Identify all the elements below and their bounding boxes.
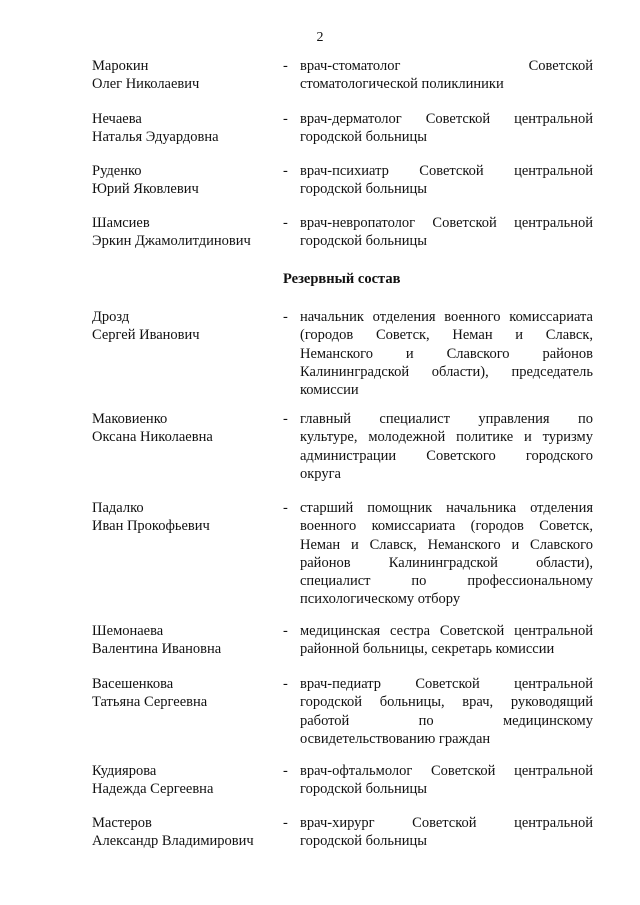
member-role-line: районной больницы, секретарь комиссии bbox=[300, 641, 555, 658]
member-role-line: Неманского и Славского районов bbox=[300, 345, 593, 362]
member-role-line: военного комиссариата (городов Советск, bbox=[300, 518, 593, 535]
member-role bbox=[300, 499, 593, 609]
member-role-line: врач-невропатолог Советской центральной bbox=[300, 215, 593, 231]
entry-dash: - bbox=[283, 215, 288, 231]
member-name-line: Шамсиев bbox=[92, 215, 150, 231]
member-name-line: Шемонаева bbox=[92, 623, 164, 639]
member-role bbox=[300, 814, 593, 851]
member-name bbox=[92, 410, 277, 447]
member-name-line: Васешенкова bbox=[92, 676, 174, 692]
member-name-line: Валентина Ивановна bbox=[92, 641, 222, 658]
member-role-line: старший помощник начальника отделения bbox=[300, 500, 593, 516]
member-name bbox=[92, 675, 277, 712]
member-role-line: врач-педиатр Советской центральной bbox=[300, 676, 593, 692]
member-role-line: администрации Советского городского bbox=[300, 447, 593, 464]
member-name-line: Сергей Иванович bbox=[92, 327, 200, 344]
member-role-line: медицинская сестра Советской центральной bbox=[300, 623, 593, 639]
entry-dash: - bbox=[283, 163, 288, 179]
member-name-line: Маковиенко bbox=[92, 411, 168, 427]
entry-dash: - bbox=[283, 111, 288, 127]
member-role-line: городской больницы bbox=[300, 129, 427, 146]
entry-dash: - bbox=[283, 676, 288, 692]
member-role bbox=[300, 162, 593, 199]
member-name-line: Мастеров bbox=[92, 815, 152, 831]
member-name bbox=[92, 57, 277, 94]
member-role-line: Неман и Славск, Неманского и Славского bbox=[300, 536, 593, 553]
member-name bbox=[92, 308, 277, 345]
member-name-line: Руденко bbox=[92, 163, 142, 179]
member-role-line: врач-психиатр Советской центральной bbox=[300, 163, 593, 179]
member-role-line: культуре, молодежной политике и туризму bbox=[300, 429, 593, 446]
entry-dash: - bbox=[283, 58, 288, 74]
member-role-line: (городов Советск, Неман и Славск, bbox=[300, 327, 593, 344]
member-role bbox=[300, 762, 593, 799]
member-role bbox=[300, 622, 593, 659]
entry-dash: - bbox=[283, 763, 288, 779]
member-name-line: Дрозд bbox=[92, 309, 130, 325]
member-name-line: Эркин Джамолитдинович bbox=[92, 233, 251, 250]
member-role-line: городской больницы bbox=[300, 833, 427, 850]
page-number: 2 bbox=[316, 30, 324, 45]
member-role-line: Калининградской области), председатель bbox=[300, 363, 593, 380]
member-name-line: Александр Владимирович bbox=[92, 833, 254, 850]
member-role-line: освидетельствованию граждан bbox=[300, 730, 491, 747]
member-role-line: комиссии bbox=[300, 382, 359, 399]
entry-dash: - bbox=[283, 411, 288, 427]
member-role-line: районов Калининградской области), bbox=[300, 554, 593, 571]
reserve-section-title: Резервный состав bbox=[283, 271, 401, 287]
member-role bbox=[300, 57, 593, 94]
member-name bbox=[92, 762, 277, 799]
member-name bbox=[92, 814, 277, 851]
member-name-line: Наталья Эдуардовна bbox=[92, 129, 219, 146]
member-name-line: Иван Прокофьевич bbox=[92, 518, 210, 535]
member-role-line: специалист по профессиональному bbox=[300, 573, 593, 590]
member-role-line: начальник отделения военного комиссариата bbox=[300, 309, 593, 325]
member-name bbox=[92, 214, 277, 251]
member-role-line: врач-стоматолог Советской bbox=[300, 58, 593, 74]
member-name-line: Оксана Николаевна bbox=[92, 429, 213, 446]
member-role-line: городской больницы bbox=[300, 233, 427, 250]
member-role bbox=[300, 110, 593, 147]
member-role bbox=[300, 308, 593, 399]
member-role bbox=[300, 675, 593, 748]
member-name-line: Марокин bbox=[92, 58, 149, 74]
member-role-line: городской больницы, врач, руководящий bbox=[300, 694, 593, 711]
member-name bbox=[92, 622, 277, 659]
member-name-line: Падалко bbox=[92, 500, 144, 516]
member-role-line: психологическому отбору bbox=[300, 591, 461, 608]
member-name-line: Кудиярова bbox=[92, 763, 157, 779]
member-role bbox=[300, 410, 593, 483]
member-role-line: врач-хирург Советской центральной bbox=[300, 815, 593, 831]
member-name bbox=[92, 162, 277, 199]
member-role-line: врач-офтальмолог Советской центральной bbox=[300, 763, 593, 779]
member-name-line: Нечаева bbox=[92, 111, 142, 127]
member-role-line: городской больницы bbox=[300, 781, 427, 798]
member-name-line: Надежда Сергеевна bbox=[92, 781, 214, 798]
member-name-line: Олег Николаевич bbox=[92, 76, 200, 93]
member-role-line: округа bbox=[300, 465, 341, 482]
member-role-line: врач-дерматолог Советской центральной bbox=[300, 111, 593, 127]
member-role-line: главный специалист управления по bbox=[300, 411, 593, 427]
member-role bbox=[300, 214, 593, 251]
member-name-line: Юрий Яковлевич bbox=[92, 181, 199, 198]
entry-dash: - bbox=[283, 623, 288, 639]
member-role-line: работой по медицинскому bbox=[300, 712, 593, 729]
member-name bbox=[92, 110, 277, 147]
member-role-line: стоматологической поликлиники bbox=[300, 76, 504, 93]
member-name-line: Татьяна Сергеевна bbox=[92, 694, 208, 711]
member-role-line: городской больницы bbox=[300, 181, 427, 198]
member-name bbox=[92, 499, 277, 536]
entry-dash: - bbox=[283, 500, 288, 516]
entry-dash: - bbox=[283, 309, 288, 325]
entry-dash: - bbox=[283, 815, 288, 831]
